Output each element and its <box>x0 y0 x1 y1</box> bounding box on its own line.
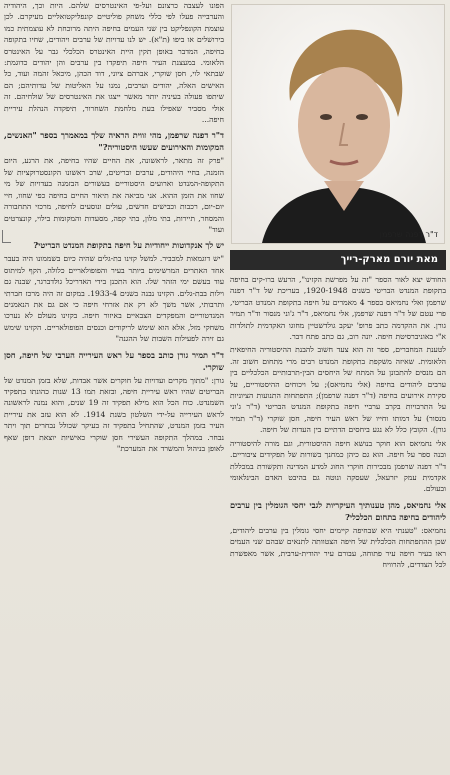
left-para-4: "יש דוגמאות למכביר. למשל קזינו בת-גלים שהיה כיום בשממונו היה בעבר אחד האתרים המרשימים ביותר בעיר והפופולאריים כלולה, הקף למיתוס עוד בעשם ימי הזהר שלו. הוא התכנן בידי האדריכל גולדברגר, שבנה גם וילות בבת-גלים. הקזינו נבנה בשנים 1933-4. במקום זה היה מרכז חברתי ותרבותי, אשר משך לא רק את אזרחי חיפה כי אם גם את הנאמנים המנדטוריים והמפקדים הצבאיים באיזור חיפה. בקזינו מעולם לא נערכו משחקי מזל, אלא הוא שימש לריקודים וכנסים הפופולאריים. הקזינו שימש גם זירה לפעילות השבות של ההגנה" <box>4 254 224 344</box>
right-para-1: לטענת המחברים, ספר זה הוא צעד חשוב להבנת ההיסטוריה החיפאית הלאומית. שאיזה משקפת בתקופת המנדט רבים מרי מתחום חשוב זה. הם מנסים להתבונן על המתח של היחסים הבין-תרבותיים הכלכליים בין ערבים ליהודים בחיפה (אלי נחמיאס); על ויכוחים ההיסטוריים, על סקירת אירועים בחיפה (ד"ר דפנה שרפמן); התפתחות התנועות הציוניות על התרבויות בקרב ערביי חיפה בתקופת המנדט הבריטי (ד"ר ג'וני מנסור) על דמותו וחייו של ראש העיר חיפה, חסן שוקרי (ד"ר תמיר גורן). הקובץ כלל לא נגע ביחסים הדתיים בין העדות של חיפה. <box>230 345 446 435</box>
right-question-3: אלי נחמיאס, מהן טענותיך העיקריות לגבי יחסי הגומלין בין ערבים ליהודים בחיפה בתחום הכלכלי? <box>230 499 446 522</box>
left-question-5: ד"ר תמיר גורן כותב בספר על ראש העירייה הערבי של חיפה, חסן שוקרי. <box>4 349 224 372</box>
left-para-6: גורן: "מתוך מקרים ועדויות על חוקרים אשר אבדות, שלא בזמן המנדט של הבריטים שהיו ראש עיריית חיפה, ובזאת תמו 13 שנות כהונתו בתפקיד השמנדט. כוח הכל הוא מילא תפקיד זה 19 שנים, והוא נמנה לראשונה לראש העירייה על-ידי השלטון בשנת 1914. לא הוא עזב את עיריית העיר בזמן המנדט, שהתחיל בתפקיד זה בעיקר שכולל נבחרים תוך ויתר נבחר. במהלך התקופה העשירי חסן שוקרי כאישיות יוצאת דופן שאף לאופן בניהול והמשרד את המערכת" <box>4 375 224 453</box>
right-para-2: אלי נחמיאס הוא חוקר בנושא חיפה ההיסטורית, וגם מורה להיסטוריה ובנה ספר על חיפה. הוא גם כיהן כמחנך בשורות של תפקידים ציבוריים. ד"ר דפנה שרפמן מבכירות חוקרי החוג למדע המדינה ותקשורת במכללת אקדמית עמק יזרעאל, שעסקה ונוטה גם בהיבט האדם הבינלאומי ובעולם. <box>230 438 446 494</box>
portrait-illustration <box>232 5 444 243</box>
portrait-photo <box>231 4 445 244</box>
left-para-0: הפונו לעצבה כרצונם ועל-פי האינטרסים שלהם. היות וכך, היהודיה והערבייה פעלו לפי כללי משחק פוליטיים קונפליקטואליים מעיקרם. לכן עוצמת הקונפליקט בין שני העמים בחיפה היתה מרוכחת לא עוצמתית כמו בירושלים או ביפו (ת"א). יש לנו עדויות של ערבים ויהודים, שחיו בתקופה בחיפה, המדבר באופן תקין היית האינטרס הכלכלי גבר על האינטרס הלאומי. במעצנת העיר חיפה תיפקדו בין ערבים והן יהודים כדוגמת: שבתאי לוי, חסן שוקרי, אברהם ציוני, דוד הכהן, מיכאל זהמה ועוד, כל האישים האלה, יהודים וערבים, נמנו על האליטות של עדותיהם; הם שיתפו פעולה בעיניה יותר מאשר ייצגו את האינטרסים של שולחיהם. זה אולי מסביר שאפילו בעת מלחמת השחרור, תיפקדה הנהלת עיריית חיפה... <box>4 1 224 125</box>
article-column-right <box>230 0 446 775</box>
right-para-0: החודש יצא לאור הספר "זה על מפרשת הקזינו", הרעש ברו-קים בחיפה בתקופת המנדט הבריטי בשנים 1920-1948, בעריכת של ד"ר דפנה שרפמן ואלי נחמיאס בספר 4 מאמרים על חיפה בתקופת המנדט הבריטי, פרי עטם של ד"ר דפנה שרפמן, אלי נחמיאס, ד"ר ג'וני מנסור וד"ר תמיר גורן. את ההקדמה כתב פרופ' יעקב גולדשטיין מחוגו האקדמית לתולדות א"י באוניברסיטת חיפה. יונה רוב, גם כתב פתח דבר. <box>230 275 446 342</box>
right-para-4: נחמיאס: "טענתי היא שבחיפה קיימים יחסי גומלין בין ערבים ליהודים, שכן ההתפתחות הכלכלית של חיפה הצטוותה לתנאים שבהם שני העמים ראו בעיר חיפה עיר פתוחה, עבורם עיר יהודית-ערבית, אשר מאפשרת לכל הצדדים, להרוויח <box>230 525 446 569</box>
column-rule-mark <box>2 230 11 243</box>
left-para-2: "פרק זה מתאר, לראשונה, את החיים שהיו בחיפה, את הרגע, היום הזמנה, בחיי היהודים, ערבים ובריטים, שרב ראשונו הקונסטרוקציות של התקופה-המנדט וארועים היסטוריים בעשורים הבזמנה בעדויות של מי שחוו את הזמן ההוא. אני מביאה את תיאור החיים בחיפה כפי שחוו, חיי יום-יום, רכבות וכבישים חדשים, עולים ונוסעים לחיפה, מרכזי התחבורה והמסחר, תיירות, בתי מלון, בתי קפה, מסעדות והמקומות בילוי, קונצרטים ועוד" <box>4 156 224 234</box>
article-column-left <box>4 0 224 775</box>
photo-caption: ד"ר דפנה שרפמן <box>379 230 438 239</box>
left-question-3: יש לך אנקדוטות ייחודיות על חיפה בתקופת המנדט הבריטי? <box>33 240 224 251</box>
left-question-1: ד"ר דפנה שרפמן, מהי זווית הראיה שלך במאמרך בספר "האנשים, המקומות והאירועים שעשו היסטוריה?" <box>4 130 224 153</box>
author-byline: מאת יורם מארק-רייך <box>230 250 446 270</box>
